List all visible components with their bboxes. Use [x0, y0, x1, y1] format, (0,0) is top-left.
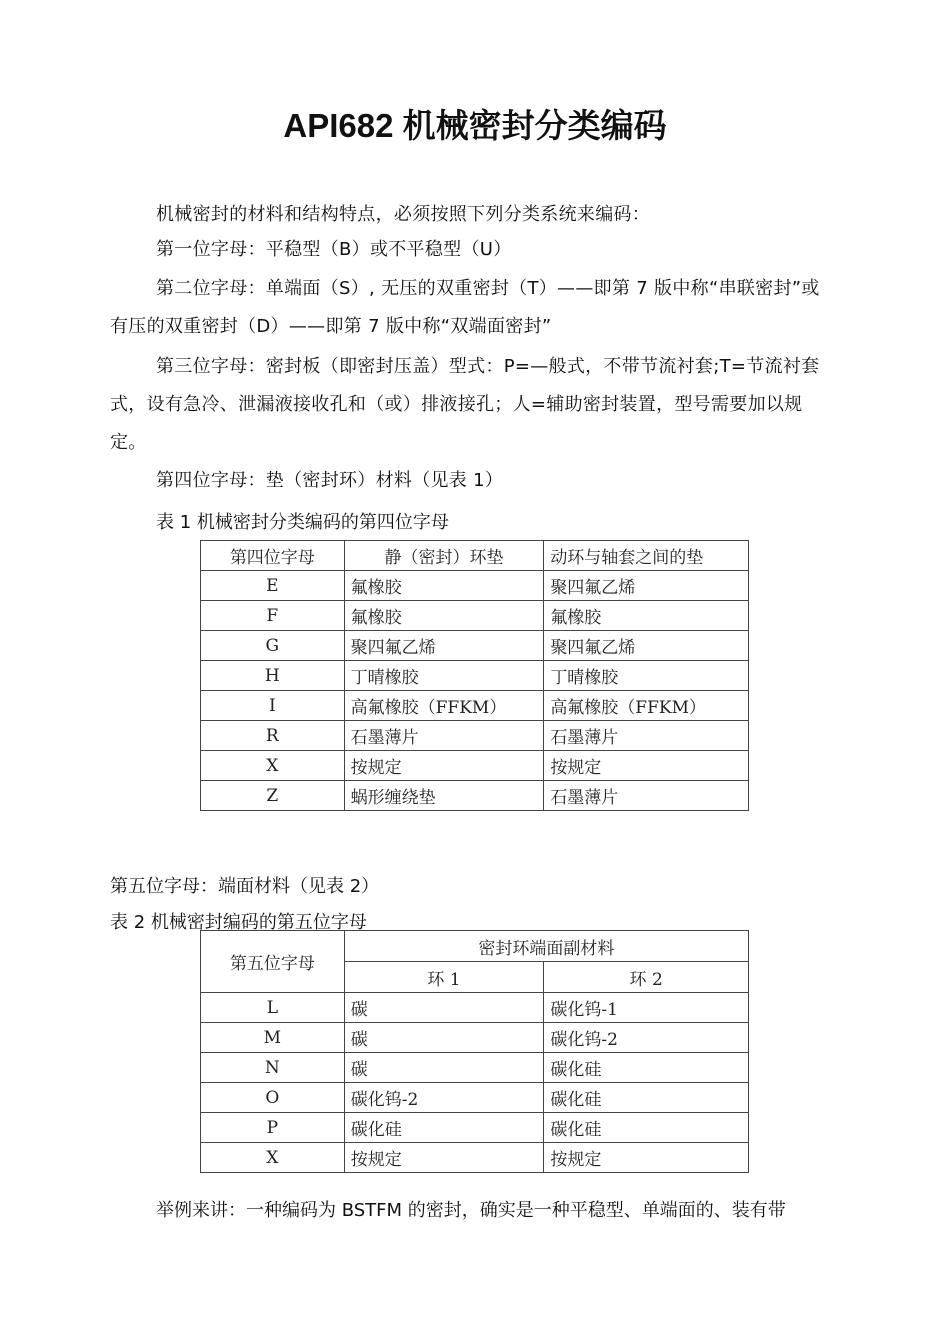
table1-cell-static: 石墨薄片 — [344, 721, 544, 751]
table2-header-row — [201, 931, 749, 962]
table2-cell-letter: L — [201, 993, 345, 1023]
table-row — [201, 661, 749, 691]
table1-cell-rotating: 聚四氟乙烯 — [544, 631, 749, 661]
table-row — [201, 1113, 749, 1143]
table2-cell-ring2: 碳化钨-1 — [544, 993, 749, 1023]
table1-cell-static: 聚四氟乙烯 — [344, 631, 544, 661]
intro-paragraph: 机械密封的材料和结构特点，必须按照下列分类系统来编码： — [156, 204, 651, 225]
table1-cell-rotating: 聚四氟乙烯 — [544, 571, 749, 601]
table2-cell-ring2: 碳化硅 — [544, 1053, 749, 1083]
table2-cell-ring1: 碳 — [344, 993, 544, 1023]
table1-cell-letter: F — [201, 601, 345, 631]
table2-cell-ring1: 碳 — [344, 1053, 544, 1083]
letter5-paragraph: 第五位字母：端面材料（见表 2） — [110, 876, 380, 897]
table1-cell-letter: I — [201, 691, 345, 721]
table2-cell-letter: N — [201, 1053, 345, 1083]
table1-cell-static: 氟橡胶 — [344, 571, 544, 601]
table-row — [201, 631, 749, 661]
table2-cell-ring2: 碳化硅 — [544, 1083, 749, 1113]
table1-header-cell: 第四位字母 — [201, 541, 345, 571]
table-row — [201, 1023, 749, 1053]
table2-cell-ring1: 按规定 — [344, 1143, 544, 1173]
table1-cell-letter: G — [201, 631, 345, 661]
table1-cell-rotating: 高氟橡胶（FFKM） — [544, 691, 749, 721]
table2-caption: 表 2 机械密封编码的第五位字母 — [110, 912, 367, 933]
table2-cell-letter: O — [201, 1083, 345, 1113]
table2-cell-ring2: 按规定 — [544, 1143, 749, 1173]
table-row — [201, 751, 749, 781]
table-row — [201, 691, 749, 721]
table1-header-row — [201, 541, 749, 571]
table2 — [200, 930, 749, 1173]
table2-cell-ring2: 碳化钨-2 — [544, 1023, 749, 1053]
table2-header-group: 密封环端面副材料 — [344, 931, 748, 962]
letter1-paragraph: 第一位字母：平稳型（B）或不平稳型（U） — [156, 239, 512, 260]
table2-cell-ring1: 碳化硅 — [344, 1113, 544, 1143]
table1-cell-rotating: 按规定 — [544, 751, 749, 781]
table1-cell-letter: R — [201, 721, 345, 751]
example-paragraph: 举例来讲：一种编码为 BSTFM 的密封，确实是一种平稳型、单端面的、装有带 — [156, 1200, 786, 1221]
table1-cell-static: 氟橡胶 — [344, 601, 544, 631]
table1-cell-rotating: 石墨薄片 — [544, 781, 749, 811]
table-row — [201, 1053, 749, 1083]
table-row — [201, 1143, 749, 1173]
table1-caption: 表 1 机械密封分类编码的第四位字母 — [156, 512, 449, 533]
document-title: API682 机械密封分类编码 — [283, 107, 667, 144]
letter4-paragraph: 第四位字母：垫（密封环）材料（见表 1） — [156, 470, 504, 491]
table1-cell-letter: H — [201, 661, 345, 691]
table1-cell-rotating: 丁晴橡胶 — [544, 661, 749, 691]
table-row — [201, 571, 749, 601]
table1-cell-static: 高氟橡胶（FFKM） — [344, 691, 544, 721]
table1-cell-static: 蜗形缠绕垫 — [344, 781, 544, 811]
table-row — [201, 781, 749, 811]
table-row — [201, 721, 749, 751]
table2-cell-ring1: 碳化钨-2 — [344, 1083, 544, 1113]
table1 — [200, 540, 749, 811]
table2-cell-letter: P — [201, 1113, 345, 1143]
table-row — [201, 993, 749, 1023]
table2-header-ring2: 环 2 — [544, 962, 749, 993]
table2-cell-letter: X — [201, 1143, 345, 1173]
table-row — [201, 601, 749, 631]
table1-header-cell: 动环与轴套之间的垫 — [544, 541, 749, 571]
table2-cell-ring2: 碳化硅 — [544, 1113, 749, 1143]
letter2-paragraph: 第二位字母：单端面（S）, 无压的双重密封（T）——即第 7 版中称“串联密封”或有压的双重密封（D）——即第 7 版中称“双端面密封” — [110, 278, 820, 337]
table2-cell-letter: M — [201, 1023, 345, 1053]
table2-cell-ring1: 碳 — [344, 1023, 544, 1053]
table-row — [201, 1083, 749, 1113]
table2-header-letter: 第五位字母 — [201, 931, 345, 993]
table1-cell-letter: Z — [201, 781, 345, 811]
table1-cell-rotating: 氟橡胶 — [544, 601, 749, 631]
table1-cell-static: 按规定 — [344, 751, 544, 781]
table1-cell-letter: X — [201, 751, 345, 781]
table1-header-cell: 静（密封）环垫 — [344, 541, 544, 571]
table2-header-ring1: 环 1 — [344, 962, 544, 993]
table1-cell-static: 丁晴橡胶 — [344, 661, 544, 691]
table1-cell-letter: E — [201, 571, 345, 601]
letter3-paragraph: 第三位字母：密封板（即密封压盖）型式：P=—般式，不带节流衬套;T=节流衬套式，设有急冷、泄漏液接收孔和（或）排液接孔；人=辅助密封装置，型号需要加以规定。 — [110, 356, 820, 453]
table1-cell-rotating: 石墨薄片 — [544, 721, 749, 751]
